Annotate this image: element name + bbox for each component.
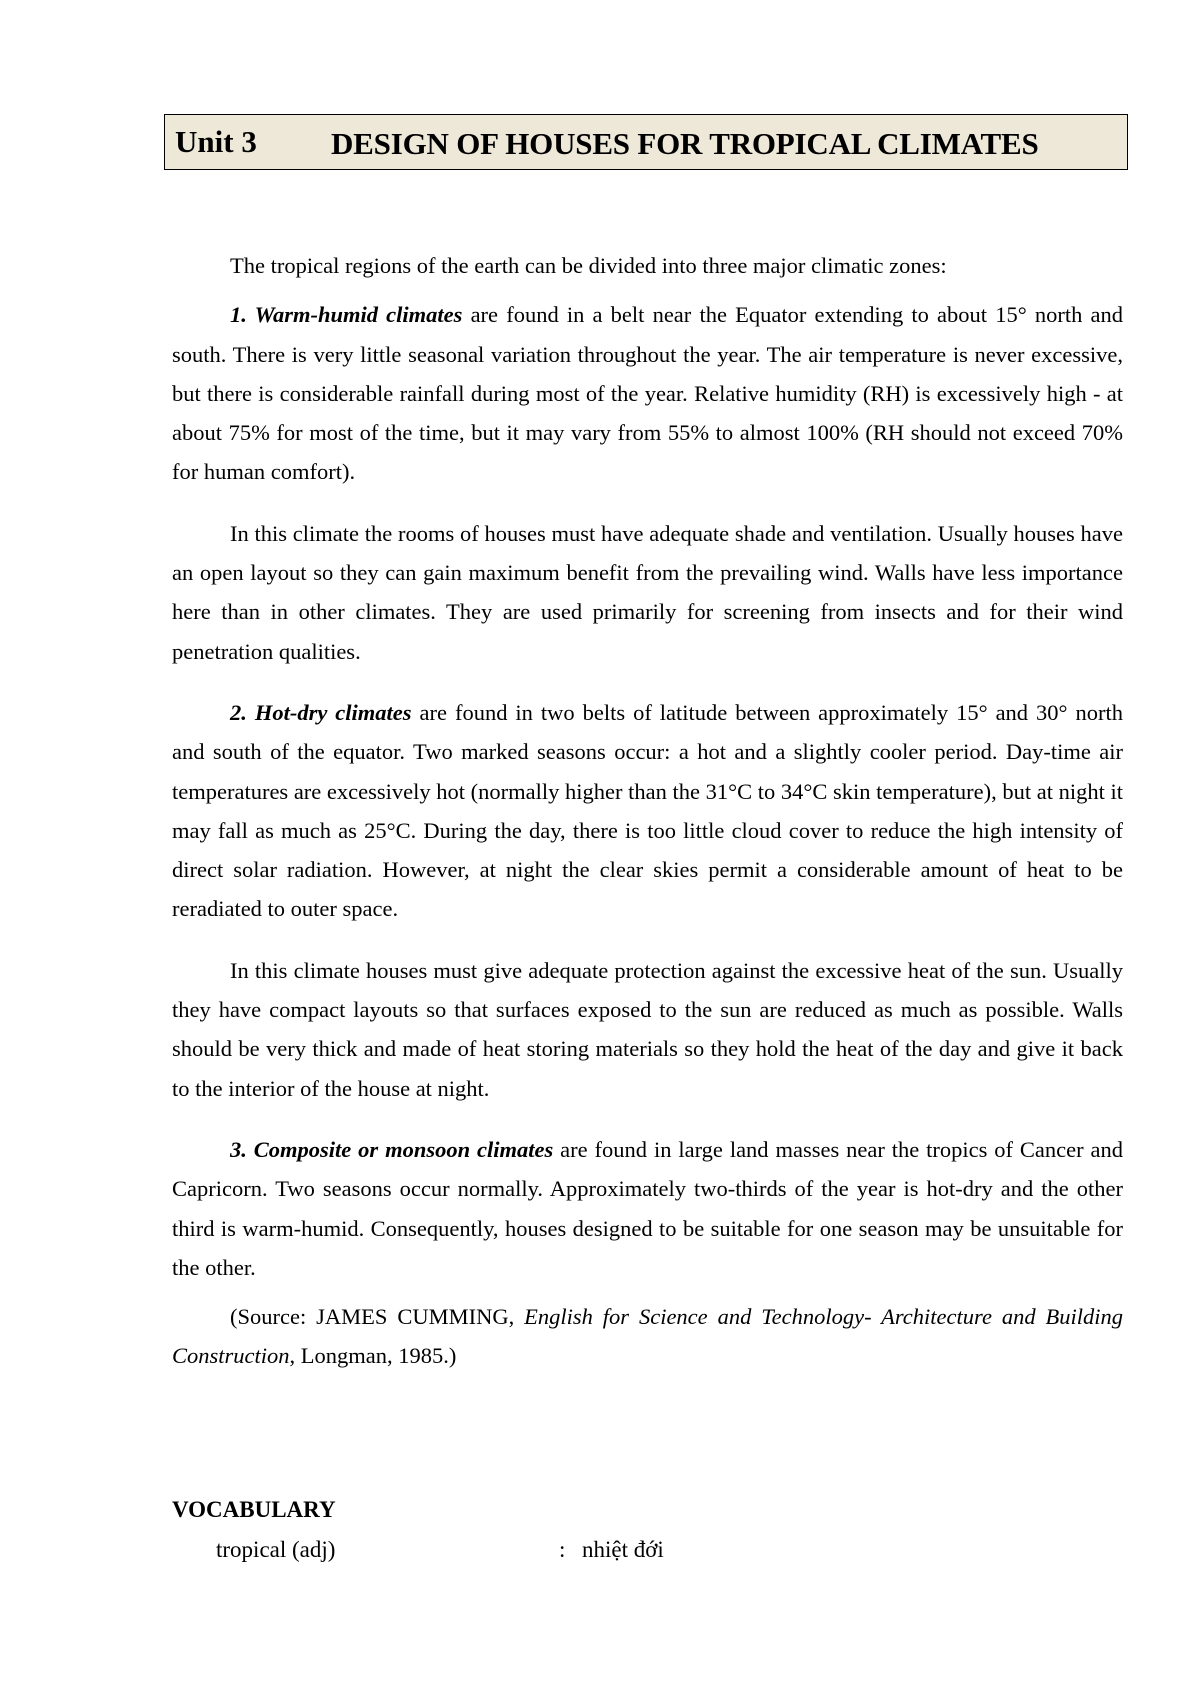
vocabulary-term: tropical (adj) — [216, 1537, 336, 1562]
reading-text — [172, 246, 1123, 1376]
vocabulary-heading: VOCABULARY — [172, 1497, 336, 1522]
unit-label: Unit 3 — [175, 123, 257, 159]
hot-dry-paragraph — [172, 693, 1123, 929]
monsoon-paragraph — [172, 1130, 1123, 1287]
source-suffix: , Longman, 1985.) — [289, 1343, 457, 1369]
warm-humid-heading: 1. Warm-humid climates — [230, 302, 463, 328]
warm-humid-text: are found in a belt near the Equator extending to about 15° north and south. There is very little seasonal variation throughout the year. The air temperature is never excessive, but there is considerable rainfall during most of the year. Relative humidity (RH) is excessively high - at about 75% for most of the time, but it may vary from 55% to almost 100% (RH should not exceed 70% for human comfort). — [172, 302, 1123, 485]
source-citation — [172, 1297, 1123, 1376]
warm-humid-design-paragraph: In this climate the rooms of houses must have adequate shade and ventilation. Usually houses have an open layout so they can gain maximum benefit from the prevailing wind. Walls have less importance here than in other climates. They are used primarily for screening from insects and for their wind penetration qualities. — [172, 520, 1123, 664]
vocabulary-separator: : — [559, 1537, 566, 1562]
unit-title: DESIGN OF HOUSES FOR TROPICAL CLIMATES — [331, 126, 1039, 162]
hot-dry-design-paragraph: In this climate houses must give adequate protection against the excessive heat of the sun. Usually they have compact layouts so that surfaces exposed to the sun are reduced as much as possible. Walls should be very thick and made of heat storing materials so they hold the heat of the day and give it back to the interior of the house at night. — [172, 957, 1123, 1101]
warm-humid-paragraph — [172, 295, 1123, 491]
hot-dry-heading: 2. Hot-dry climates — [230, 699, 412, 725]
vocabulary-meaning: nhiệt đới — [582, 1537, 664, 1562]
monsoon-heading: 3. Composite or monsoon climates — [230, 1136, 554, 1162]
unit-title-box — [164, 114, 1128, 170]
hot-dry-text: are found in two belts of latitude between approximately 15° and 30° north and south of the equator. Two marked seasons occur: a hot and a slightly cooler period. Day-time air temperatures are excessively hot (normally higher than the 31°C to 34°C skin temperature), but at night it may fall as much as 25°C. During the day, there is too little cloud cover to reduce the high intensity of direct solar radiation. However, at night the clear skies permit a considerable amount of heat to be reradiated to outer space. — [172, 699, 1123, 922]
intro-paragraph: The tropical regions of the earth can be divided into three major climatic zones: — [230, 253, 947, 278]
monsoon-text: are found in large land masses near the tropics of Cancer and Capricorn. Two seasons occur normally. Approximately two-thirds of the year is hot-dry and the other third is warm-humid. Consequently, houses designed to be suitable for one season may be unsuitable for the other. — [172, 1136, 1124, 1280]
source-book-title: English for Science and Technology- Architecture and Building Construction — [172, 1304, 1123, 1369]
source-prefix: (Source: JAMES CUMMING, — [230, 1304, 525, 1330]
